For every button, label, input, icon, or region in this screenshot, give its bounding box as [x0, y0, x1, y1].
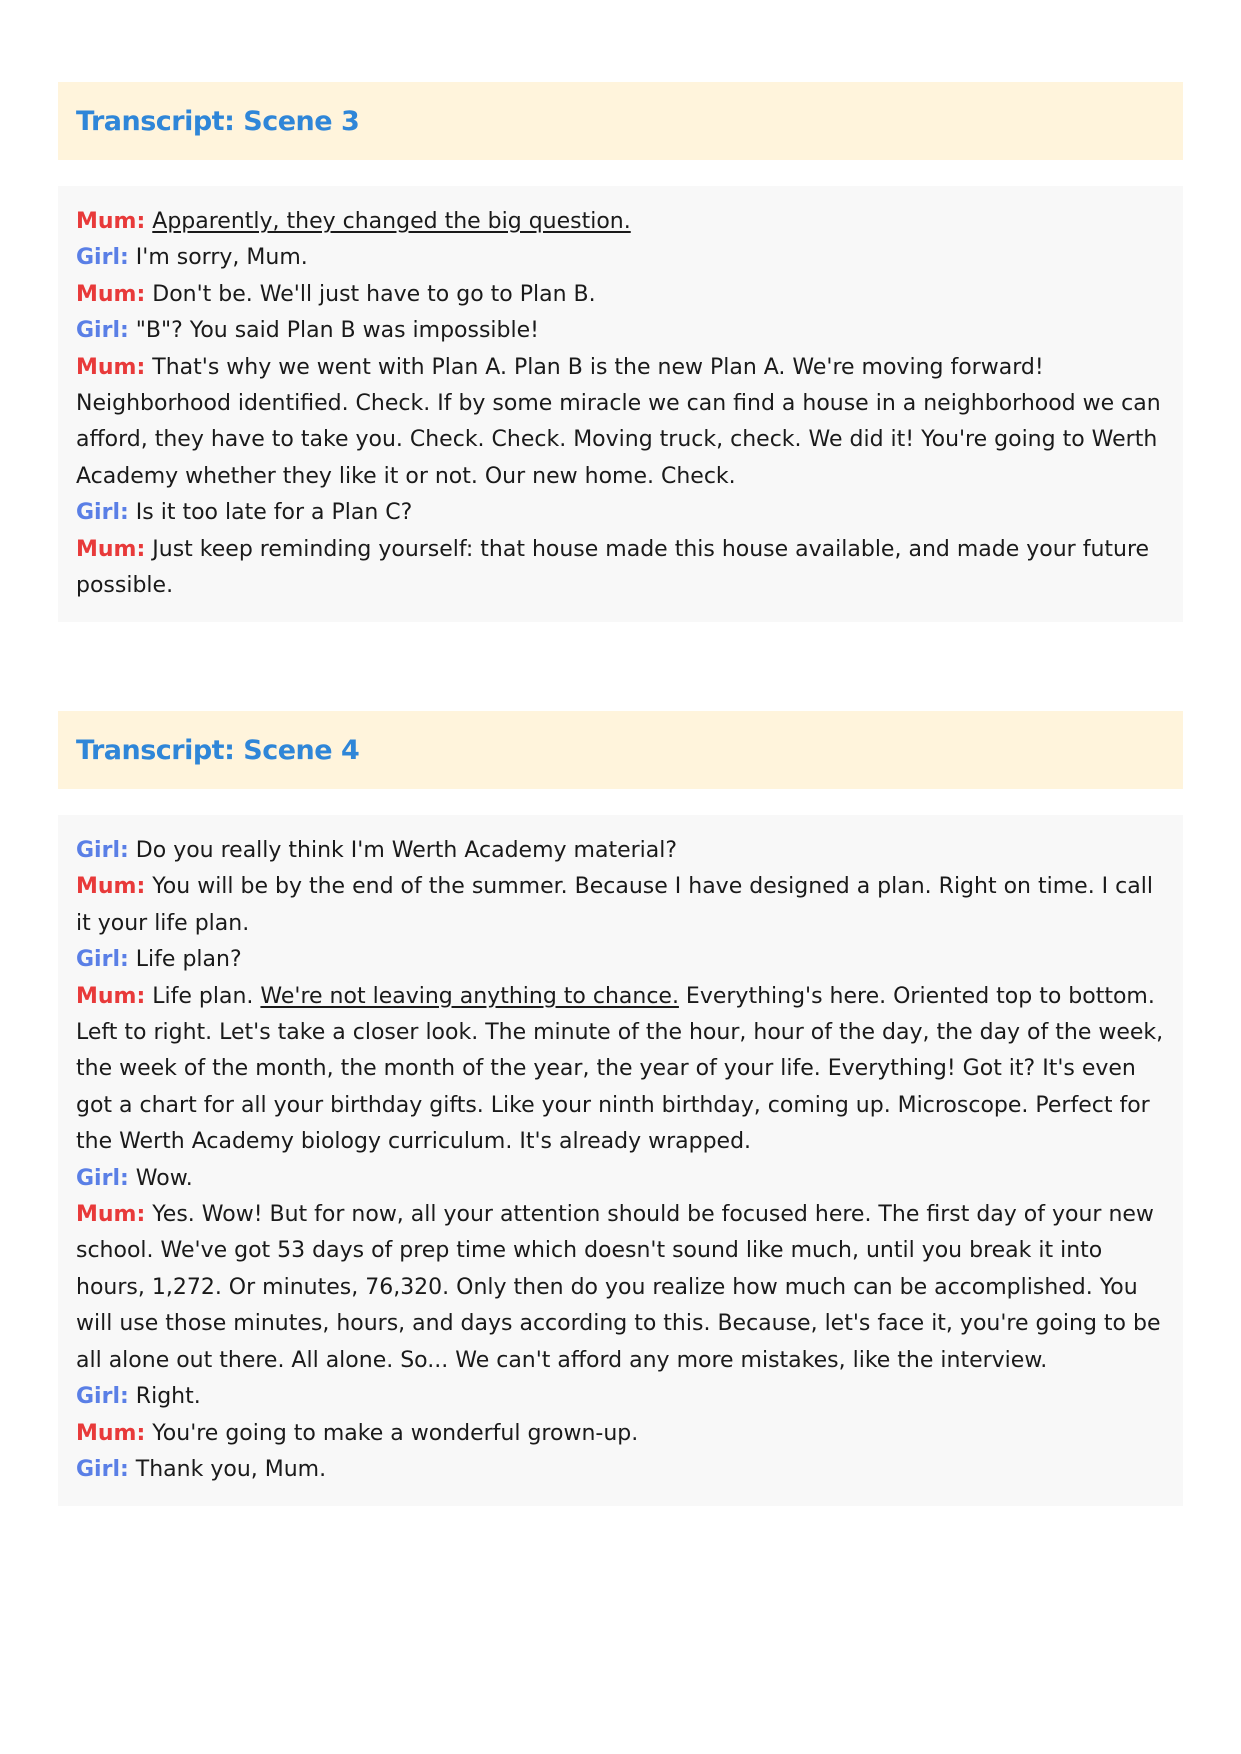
speaker-label: Mum:	[76, 354, 146, 380]
speaker-label: Girl:	[76, 947, 129, 973]
dialogue-line	[76, 1197, 1165, 1379]
dialogue-text: "B"? You said Plan B was impossible!	[135, 318, 539, 344]
dialogue-text: Right.	[135, 1384, 201, 1410]
speaker-label: Girl:	[76, 245, 129, 271]
dialogue-text: Yes. Wow! But for now, all your attention should be focused here. The first day of your new school. We've got 53 days of prep time which doesn't sound like much, until you break it into hours, 1,272. Or minutes, 76,320. Only then do you realize how much can be accomplished. You will use those minutes, hours, and days according to this. Because, let's face it, you're going to be all alone out there. All alone. So... We can't afford any more mistakes, like the interview.	[76, 1202, 1161, 1373]
dialogue-line	[76, 313, 1165, 349]
dialogue-text: I'm sorry, Mum.	[135, 245, 308, 271]
dialogue-text: Life plan?	[135, 947, 242, 973]
dialogue-line	[76, 979, 1165, 1161]
speaker-label: Mum:	[76, 983, 146, 1009]
dialogue-line	[76, 869, 1165, 942]
dialogue-line	[76, 532, 1165, 605]
dialogue-text: Don't be. We'll just have to go to Plan B.	[152, 281, 596, 307]
speaker-label: Mum:	[76, 209, 146, 234]
transcript-scene-4	[58, 711, 1183, 1506]
speaker-label: Girl:	[76, 1165, 129, 1191]
dialogue-text: Wow.	[135, 1165, 193, 1191]
speaker-label: Girl:	[76, 1456, 129, 1482]
speaker-label: Mum:	[76, 1420, 146, 1446]
speaker-label: Mum:	[76, 874, 146, 900]
dialogue-line	[76, 1452, 1165, 1488]
dialogue-text: Thank you, Mum.	[135, 1456, 327, 1482]
scene-title: Transcript: Scene 3	[76, 105, 360, 137]
speaker-label: Mum:	[76, 1202, 146, 1228]
dialogue-text: Apparently, they changed the big question.	[152, 209, 631, 234]
speaker-label: Girl:	[76, 1384, 129, 1410]
dialogue-line	[76, 495, 1165, 531]
dialogue-text: Is it too late for a Plan C?	[135, 500, 413, 526]
dialogue-text: Just keep reminding yourself: that house made this house available, and made your future possible.	[76, 536, 1150, 599]
speaker-label: Mum:	[76, 281, 146, 307]
dialogue-text: Life plan.	[152, 983, 261, 1009]
dialogue-line	[76, 1161, 1165, 1197]
dialogue-line	[76, 833, 1165, 869]
dialogue-line	[76, 942, 1165, 978]
speaker-label: Mum:	[76, 536, 146, 562]
scene-body	[58, 815, 1183, 1506]
dialogue-text: That's why we went with Plan A. Plan B is the new Plan A. We're moving forward! Neighborhood identified. Check. If by some miracle we can find a house in a neighborhood we can afford, they have to take you. Check. Check. Moving truck, check. We did it! You're going to Werth Academy whether they like it or not. Our new home. Check.	[76, 354, 1161, 489]
speaker-label: Girl:	[76, 318, 129, 344]
scene-title: Transcript: Scene 4	[76, 734, 360, 766]
dialogue-text: Do you really think I'm Werth Academy material?	[135, 838, 678, 863]
dialogue-line	[76, 204, 1165, 240]
dialogue-text: Everything's here. Oriented top to bottom. Left to right. Let's take a closer look. The minute of the hour, hour of the day, the day of the week, the week of the month, the month of the year, the year of your life. Everything! Got it? It's even got a chart for all your birthday gifts. Like your ninth birthday, coming up. Microscope. Perfect for the Werth Academy biology curriculum. It's already wrapped.	[76, 983, 1164, 1155]
dialogue-text: You're going to make a wonderful grown-up.	[152, 1420, 639, 1446]
dialogue-line	[76, 240, 1165, 276]
scene-body	[58, 186, 1183, 622]
transcript-scene-3	[58, 82, 1183, 622]
scene-header	[58, 711, 1183, 789]
speaker-label: Girl:	[76, 838, 129, 863]
scene-header	[58, 82, 1183, 160]
dialogue-line	[76, 1416, 1165, 1452]
dialogue-text: You will be by the end of the summer. Because I have designed a plan. Right on time. I call it your life plan.	[76, 874, 1153, 936]
dialogue-line	[76, 350, 1165, 496]
dialogue-text-underlined: We're not leaving anything to chance.	[260, 983, 679, 1009]
speaker-label: Girl:	[76, 500, 129, 526]
dialogue-line	[76, 1379, 1165, 1415]
dialogue-line	[76, 277, 1165, 313]
